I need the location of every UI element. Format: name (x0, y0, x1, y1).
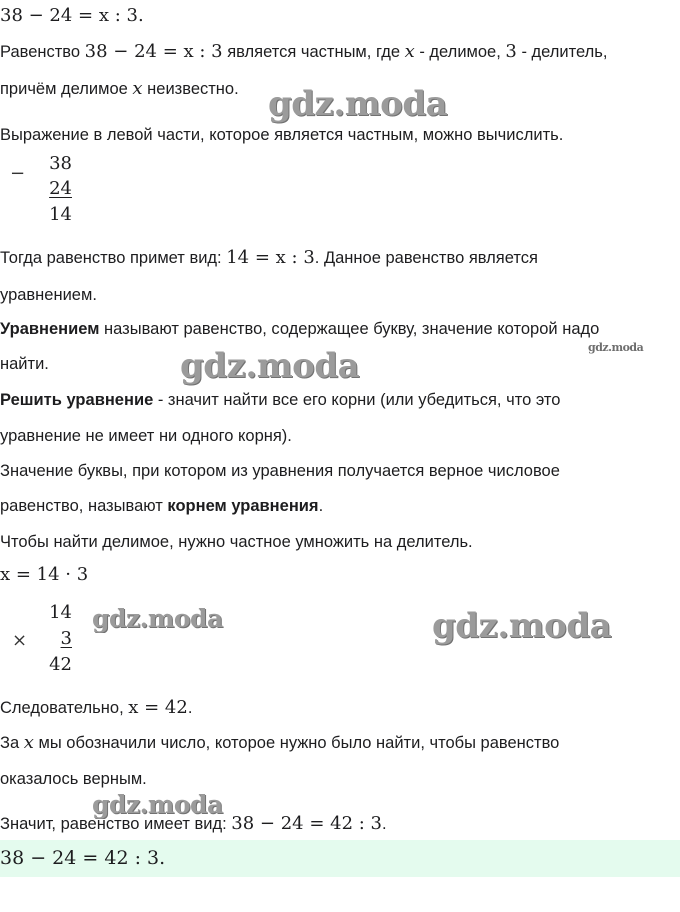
text-line: Чтобы найти делимое, нужно частное умножить на делитель. (0, 533, 473, 551)
minus-sign: − (10, 163, 26, 184)
text-line: Значение буквы, при котором из уравнения получается верное числовое (0, 462, 560, 480)
text-line: Уравнением называют равенство, содержащее букву, значение которой надо (0, 320, 600, 338)
watermark-small: gdz.moda (588, 341, 644, 354)
equation-line: 38 − 24 = x : 3. (0, 5, 144, 26)
text-line: Равенство 38 − 24 = x : 3 является частным, где x - делимое, 3 - делитель, (0, 41, 608, 62)
watermark: gdz.moda (92, 604, 223, 633)
text-line: Тогда равенство примет вид: 14 = x : 3. Данное равенство является (0, 247, 538, 268)
answer-box (0, 840, 680, 877)
text-line: уравнением. (0, 286, 97, 304)
text-line: Решить уравнение - значит найти все его корни (или убедиться, что это (0, 391, 561, 409)
subtraction-subtrahend: 24 (49, 178, 72, 199)
multiplication-factor-b: 3 (60, 628, 72, 649)
text-line: причём делимое x неизвестно. (0, 78, 239, 99)
text-line: равенство, называют корнем уравнения. (0, 497, 324, 515)
text-line: Значит, равенство имеет вид: 38 − 24 = 42 : 3. (0, 813, 387, 834)
text-line: уравнение не имеет ни одного корня). (0, 427, 292, 445)
watermark: gdz.moda (268, 84, 448, 124)
watermark: gdz.moda (92, 790, 223, 819)
times-sign: × (12, 630, 28, 651)
subtraction-minuend: 38 (49, 153, 72, 174)
subtraction-result: 14 (49, 204, 72, 225)
text-line: оказалось верным. (0, 770, 147, 788)
equation-line: x = 14 · 3 (0, 564, 89, 585)
watermark: gdz.moda (432, 606, 612, 646)
multiplication-result: 42 (49, 654, 72, 675)
answer-text: 38 − 24 = 42 : 3. (0, 847, 166, 869)
text-line: Следовательно, x = 42. (0, 697, 193, 718)
watermark: gdz.moda (180, 346, 360, 386)
text-line: найти. (0, 355, 49, 373)
text-line: Выражение в левой части, которое является частным, можно вычислить. (0, 126, 564, 144)
text-line: За x мы обозначили число, которое нужно было найти, чтобы равенство (0, 732, 560, 753)
multiplication-factor-a: 14 (49, 602, 72, 623)
